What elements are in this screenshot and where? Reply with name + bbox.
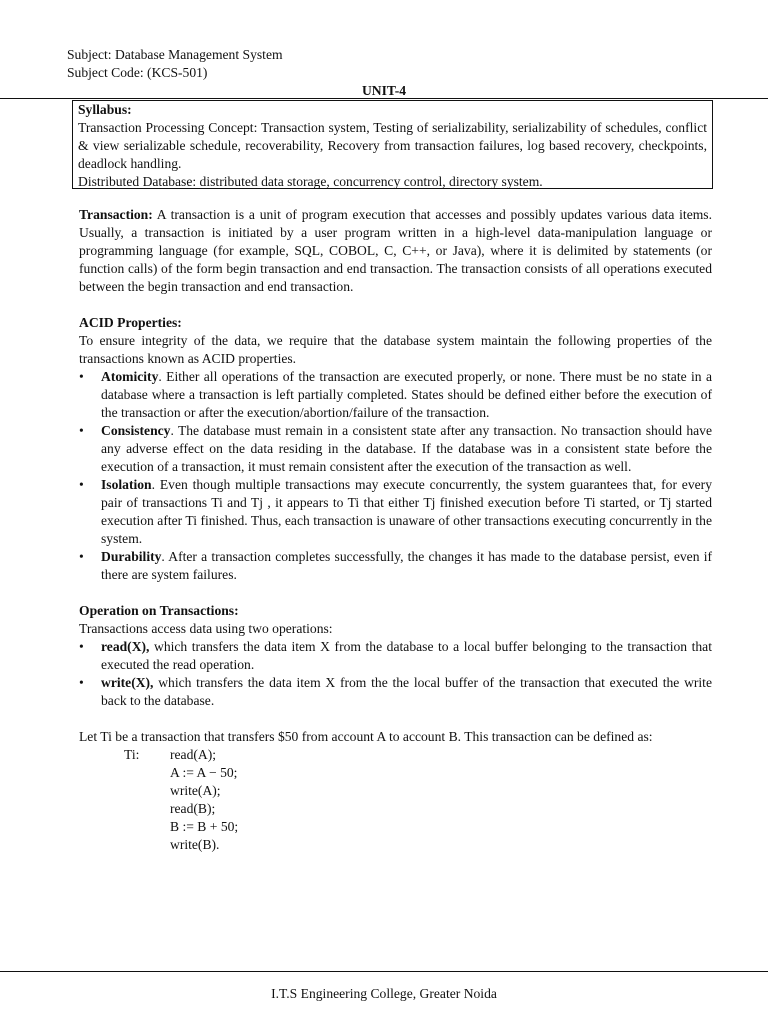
transaction-definition: A transaction is a unit of program execution that accesses and possibly updates various data items. Usually, a transaction is initiated by a user program written in a high-level data-manipulation language or programming language (for example, SQL, COBOL, C, C++, or Java), where it is delimited by statements (or function calls) of the form begin transaction and end transaction. The transaction consists of all operations executed between the begin transaction and end transaction. [79, 207, 712, 294]
bullet-icon: • [79, 675, 84, 690]
code-line: B := B + 50; [170, 819, 239, 834]
bullet-icon: • [79, 369, 84, 384]
code-line: read(A); [170, 747, 217, 762]
footer-divider [0, 971, 768, 972]
operations-list [79, 638, 712, 710]
acid-intro: To ensure integrity of the data, we require that the database system maintain the following properties of the transactions known as ACID properties. [79, 333, 712, 366]
acid-term: Isolation [101, 477, 152, 492]
code-line: A := A − 50; [170, 765, 238, 780]
acid-text: . After a transaction completes successfully, the changes it has made to the database persist, even if there are system failures. [101, 549, 712, 582]
acid-term: Consistency [101, 423, 171, 438]
operation-item-read [79, 638, 712, 674]
bullet-icon: • [79, 549, 84, 564]
unit-heading: UNIT-4 [361, 83, 407, 98]
syllabus-title: Syllabus: [78, 102, 132, 117]
acid-item-durability [79, 548, 712, 584]
transaction-paragraph [79, 206, 712, 296]
syllabus-text-distributed: Distributed Database: distributed data storage, concurrency control, directory system. [78, 174, 543, 189]
operation-text: which transfers the data item X from the database to a local buffer belonging to the transaction that executed the read operation. [101, 639, 712, 672]
acid-text: . The database must remain in a consistent state after any transaction. No transaction should have any adverse effect on the data residing in the database. If the database was in a consistent state before the execution of a transaction, it must remain consistent after the execution of the transaction as well. [101, 423, 712, 474]
transaction-code-block [79, 746, 712, 854]
acid-item-isolation [79, 476, 712, 548]
acid-text: . Either all operations of the transaction are executed properly, or none. There must be no state in a database where a transaction is left partially completed. States should be defined either before the execution of the transaction or after the execution/abortion/failure of the transaction. [101, 369, 712, 420]
operation-term: write(X), [101, 675, 154, 690]
example-intro: Let Ti be a transaction that transfers $50 from account A to account B. This transaction can be defined as: [79, 729, 653, 744]
operation-item-write [79, 674, 712, 710]
document-body [79, 206, 712, 854]
syllabus-text-transactions: Transaction Processing Concept: Transaction system, Testing of serializability, serializability of schedules, conflict & view serializable schedule, recoverability, Recovery from transaction failures, log based recovery, checkpoints, deadlock handling. [78, 120, 707, 171]
footer-text: I.T.S Engineering College, Greater Noida [271, 986, 497, 1001]
bullet-icon: • [79, 477, 84, 492]
operations-heading: Operation on Transactions: [79, 603, 239, 618]
code-line: read(B); [170, 801, 216, 816]
acid-heading: ACID Properties: [79, 315, 182, 330]
acid-term: Atomicity [101, 369, 159, 384]
acid-item-consistency [79, 422, 712, 476]
bullet-icon: • [79, 639, 84, 654]
operation-term: read(X), [101, 639, 150, 654]
bullet-icon: • [79, 423, 84, 438]
header-divider [0, 98, 768, 99]
syllabus-box [72, 100, 713, 189]
transaction-term: Transaction: [79, 207, 153, 222]
acid-term: Durability [101, 549, 162, 564]
subject-title: Subject: Database Management System [67, 47, 283, 62]
code-label: Ti: [124, 747, 140, 762]
code-line: write(A); [170, 783, 221, 798]
code-lines [170, 746, 238, 854]
acid-text: . Even though multiple transactions may execute concurrently, the system guarantees that, for every pair of transactions Ti and Tj , it appears to Ti that either Tj finished execution before Ti started, or Tj started execution after Ti finished. Thus, each transaction is unaware of other transactions executing concurrently in the system. [101, 477, 712, 546]
acid-item-atomicity [79, 368, 712, 422]
operation-text: which transfers the data item X from the the local buffer of the transaction that executed the write back to the database. [101, 675, 712, 708]
acid-list [79, 368, 712, 584]
operations-intro: Transactions access data using two operations: [79, 621, 333, 636]
subject-code: Subject Code: (KCS-501) [67, 65, 208, 80]
code-line: write(B). [170, 837, 220, 852]
